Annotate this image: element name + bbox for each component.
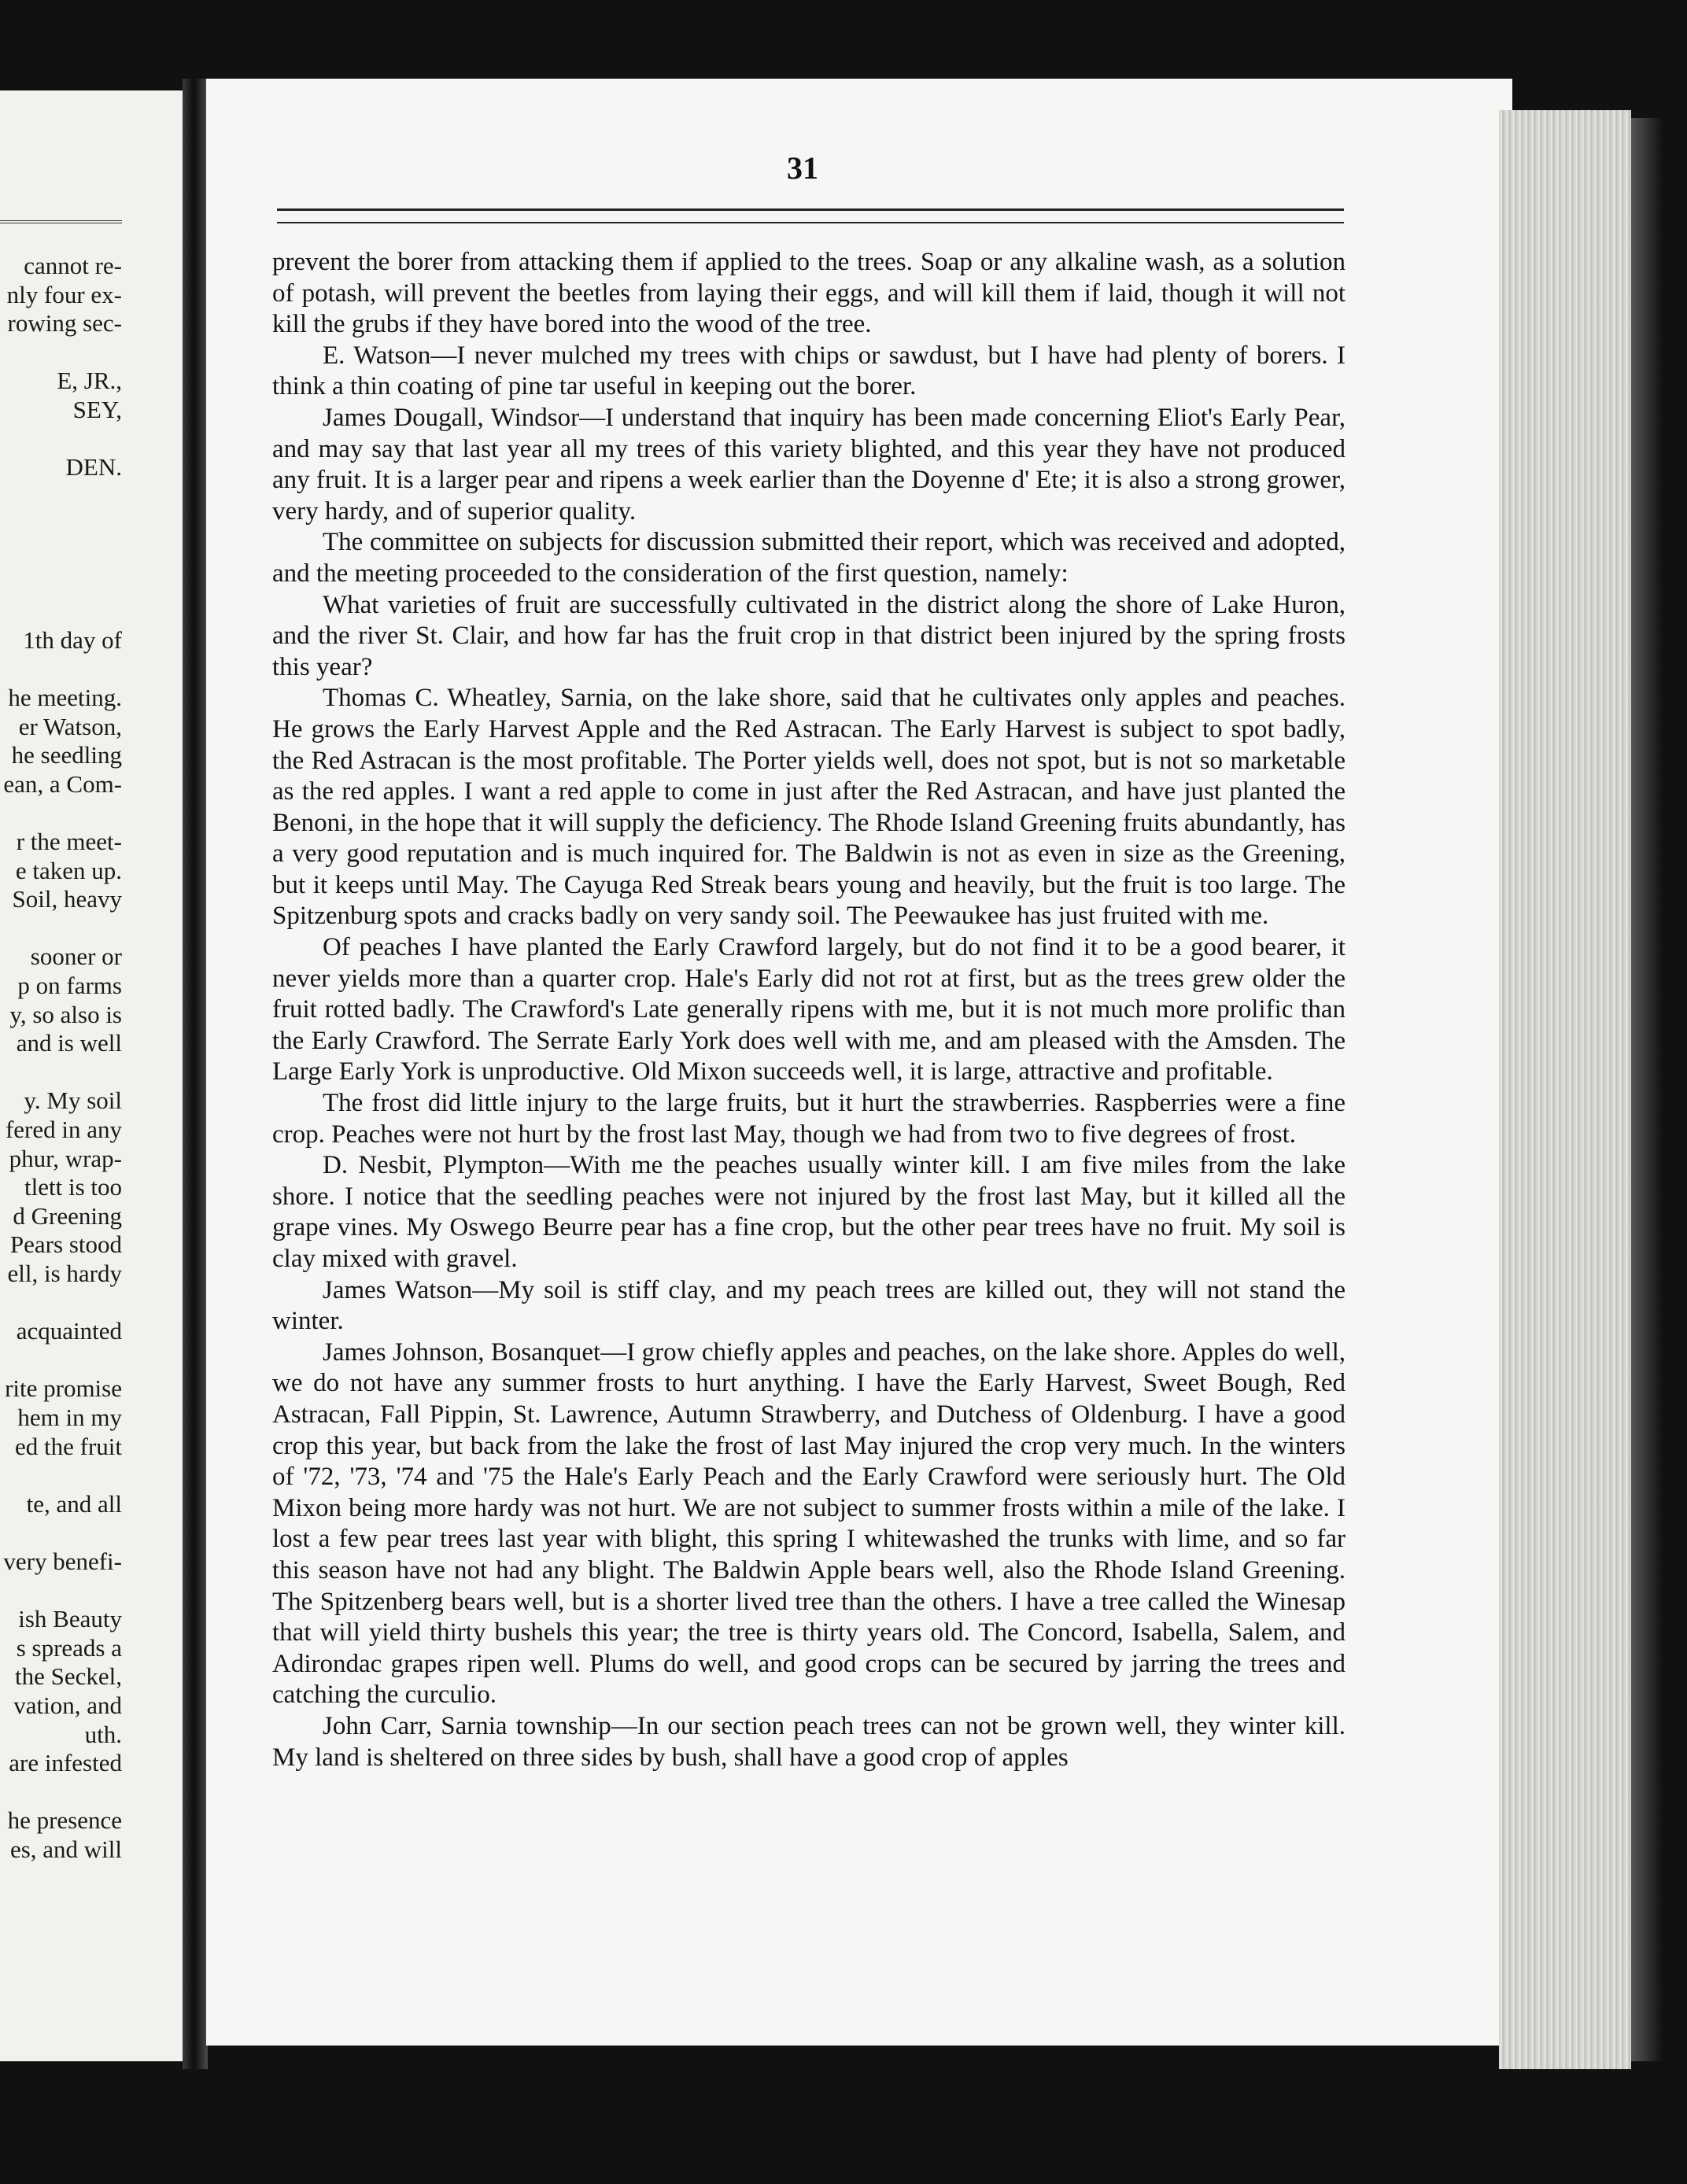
- facing-page-line: tlett is too: [24, 1173, 122, 1201]
- facing-page-line: y, so also is: [9, 1000, 122, 1028]
- facing-page-line: fered in any: [5, 1116, 122, 1143]
- facing-page-line: y. My soil: [24, 1086, 122, 1115]
- paragraph: James Dougall, Windsor—I understand that inquiry has been made concerning Eliot's Early Pear, and may say that last year all my trees of this variety blighted, and this year they have not produced any fruit. It is a larger pear and ripens a week earlier than the Doyenne d' Ete; it is also a strong grower, very hardy, and of superior quality.: [272, 403, 1346, 526]
- paragraph: James Watson—My soil is stiff clay, and my peach trees are killed out, they will not stand the winter.: [272, 1275, 1346, 1336]
- facing-page-line: hem in my: [17, 1404, 122, 1431]
- facing-page-line: ish Beauty: [18, 1605, 122, 1633]
- facing-page-line: SEY,: [72, 396, 122, 423]
- book-gutter: [183, 79, 208, 2069]
- facing-page-line: ed the fruit: [14, 1432, 122, 1460]
- facing-page-line: s spreads a: [16, 1633, 122, 1662]
- facing-page-line: p on farms: [17, 972, 122, 999]
- paragraph: D. Nesbit, Plympton—With me the peaches usually winter kill. I am five miles from the lake shore. I notice that the seedling peaches were not injured by the frost last May, but it killed all the grape vines. My Oswego Beurre pear has a fine crop, but the other pear trees have no fruit. My soil is clay mixed with gravel.: [272, 1151, 1346, 1273]
- facing-page-line: and is well: [16, 1029, 122, 1057]
- book-edge-shadow: [1631, 118, 1663, 2061]
- facing-page-line: vation, and: [13, 1691, 122, 1719]
- facing-page-line: d Greening: [13, 1201, 122, 1230]
- facing-page-line: uth.: [84, 1720, 122, 1748]
- paragraph: E. Watson—I never mulched my trees with chips or sawdust, but I have had plenty of borers. I think a thin coating of pine tar useful in keeping out the borer.: [272, 341, 1346, 401]
- paragraph: What varieties of fruit are successfully cultivated in the district along the shore of Lake Huron, and the river St. Clair, and how far has the fruit crop in that district been injured by the spring frosts this year?: [272, 590, 1346, 681]
- facing-page-line: 1th day of: [23, 625, 122, 654]
- facing-page-line: e taken up.: [15, 856, 122, 884]
- left-page-header-rule: [0, 220, 122, 223]
- paragraph: Of peaches I have planted the Early Crawford largely, but do not find it to be a good bearer, it never yields more than a quarter crop. Hale's Early did not rot at first, but as the trees grew older the fruit rotted badly. The Crawford's Late generally ripens with me, but it is not much more prolific than the Early Crawford. The Serrate Early York does well with me, and am pleased with the Amsden. The Large Early York is unproductive. Old Mixon succeeds well, it is large, attractive and profitable.: [272, 933, 1346, 1086]
- facing-page-line: rowing sec-: [7, 309, 122, 338]
- facing-page-line: he meeting.: [8, 684, 122, 711]
- facing-page-line: er Watson,: [18, 712, 122, 740]
- paragraph: prevent the borer from attacking them if applied to the trees. Soap or any alkaline wash, as a solution of potash, will prevent the beetles from laying their eggs, and will kill them if laid, though it will not kill the grubs if they have bored into the wood of the tree.: [272, 248, 1346, 339]
- facing-page-line: ell, is hardy: [7, 1260, 122, 1287]
- paragraph: James Johnson, Bosanquet—I grow chiefly apples and peaches, on the lake shore. Apples do well, we do not have any summer frosts to hurt anything. I have the Early Harvest, Sweet Bough, Red Astracan, Fall Pippin, St. Lawrence, Autumn Strawberry, and Dutchess of Oldenburg. I have a good crop this year, but back from the lake the frost of last May injured the crop very much. In the winters of '72, '73, '74 and '75 the Hale's Early Peach and the Early Crawford were seriously hurt. The Old Mixon being more hardy was not hurt. We are not subject to summer frosts within a mile of the lake. I lost a few pear trees last year with blight, this spring I whitewashed the trunks with lime, and so far this season have not had any blight. The Baldwin Apple bears well, also the Rhode Island Greening. The Spitzenberg bears well, but is a shorter lived tree than the others. I have a tree called the Winesap that will yield thirty bushels this year; the tree is thirty years old. The Concord, Isabella, Salem, and Adirondac grapes ripen well. Plums do well, and good crops can be secured by jarring the trees and catching the curculio.: [272, 1337, 1346, 1710]
- facing-page-line: are infested: [9, 1749, 122, 1777]
- facing-page-line: very benefi-: [3, 1548, 122, 1575]
- paragraph: The frost did little injury to the large fruits, but it hurt the strawberries. Raspberries were a fine crop. Peaches were not hurt by the frost last May, though we had from two to five degrees of frost.: [272, 1089, 1346, 1149]
- facing-page-left: [0, 90, 183, 2061]
- facing-page-line: the Seckel,: [14, 1662, 122, 1691]
- facing-page-line: rite promise: [5, 1374, 122, 1403]
- facing-page-line: es, and will: [9, 1835, 122, 1863]
- facing-page-line: Soil, heavy: [12, 885, 122, 913]
- page-body-text: [272, 247, 1346, 1773]
- facing-page-line: cannot re-: [24, 252, 122, 279]
- facing-page-line: Pears stood: [9, 1230, 122, 1259]
- header-double-rule: [277, 208, 1344, 223]
- facing-page-line: acquainted: [16, 1317, 122, 1345]
- facing-page-line: DEN.: [65, 453, 122, 481]
- facing-page-line: E, JR.,: [57, 367, 122, 395]
- paragraph: Thomas C. Wheatley, Sarnia, on the lake shore, said that he cultivates only apples and peaches. He grows the Early Harvest Apple and the Red Astracan. The Early Harvest is subject to spot badly, the Red Astracan is the most profitable. The Porter yields well, does not spot, but is not so marketable as the red apples. I want a red apple to come in just after the Red Astracan, and have just planted the Benoni, in the hope that it will supply the deficiency. The Rhode Island Greening fruits abundantly, has a very good reputation and is much inquired for. The Baldwin is not as even in size as the Greening, but it keeps until May. The Cayuga Red Streak bears young and heavily, but the fruit is too large. The Spitzenburg spots and cracks badly on very sandy soil. The Peewaukee has just fruited with me.: [272, 684, 1346, 931]
- facing-page-line: ean, a Com-: [3, 769, 122, 798]
- page-number: 31: [787, 150, 818, 186]
- facing-page-line: sooner or: [30, 943, 122, 971]
- facing-page-line: phur, wrap-: [9, 1144, 122, 1172]
- paragraph: The committee on subjects for discussion submitted their report, which was received and adopted, and the meeting proceeded to the consideration of the first question, namely:: [272, 528, 1346, 588]
- facing-page-line: he presence: [7, 1806, 122, 1835]
- facing-page-line: nly four ex-: [6, 280, 122, 308]
- paragraph: John Carr, Sarnia township—In our section peach trees can not be grown well, they winter kill. My land is sheltered on three sides by bush, shall have a good crop of apples: [272, 1711, 1346, 1772]
- facing-page-line: r the meet-: [16, 828, 122, 855]
- facing-page-line: he seedling: [11, 741, 122, 769]
- page-edges-stack: [1499, 110, 1631, 2069]
- facing-page-line: te, and all: [26, 1489, 122, 1518]
